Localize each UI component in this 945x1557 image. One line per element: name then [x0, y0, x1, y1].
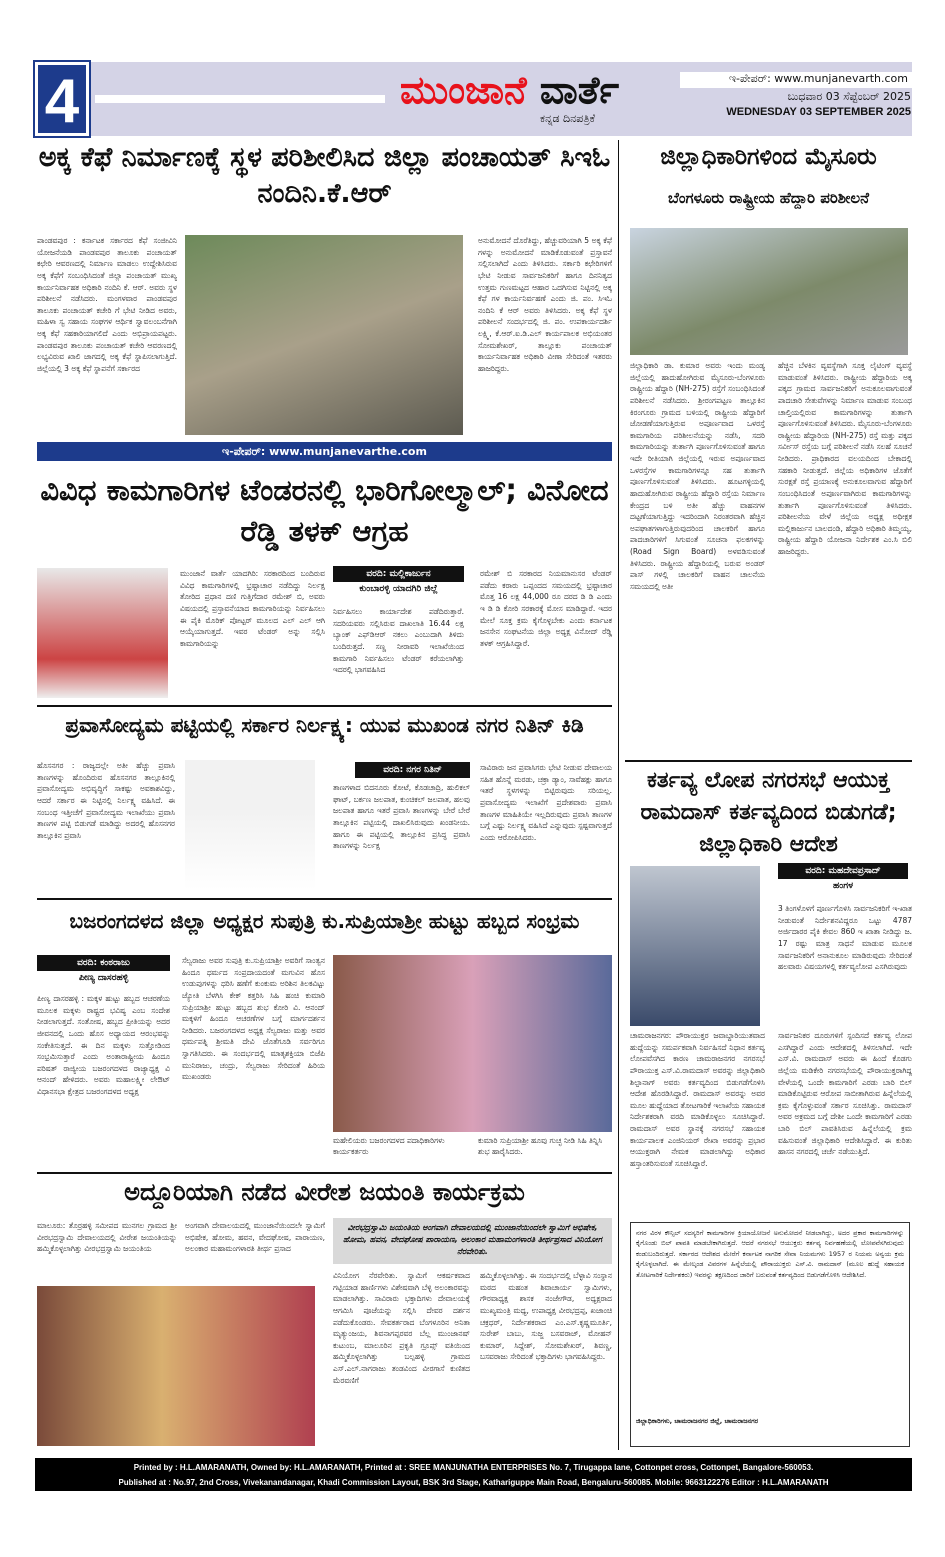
photo-caption: ಮಹೇಲಿಯರು ಬಜರಂಗದಳದ ಪದಾಧಿಕಾರಿಗಳು ಕಾರ್ಯಕರ್ತರು	[333, 1136, 445, 1157]
story-body: ನಿರ್ವಹಿಸಲು ಕಾರ್ಯಾದೇಶ ಪಡೆದಿರುತ್ತಾರೆ. ಸದರಿಯವರು ಸಲ್ಲಿಸಿರುವ ದಾಖಲಾತಿ 16.44 ಲಕ್ಷ ಬ್ಯಾಂಕ್ ಎಫ್‌ಡಿಆರ್ ನಕಲು ಎಂಬುದಾಗಿ ತಿಳಿದು ಬಂದಿರುತ್ತದೆ. ಸಣ್ಣ ನೀರಾವರಿ ಇಲಾಖೆಯಿಂದ ಕಾಮಗಾರಿ ನಿರ್ವಹಿಸಲು ಟೆಂಡರ್ ಕರೆಯಲಾಗಿತ್ತು ಇದರಲ್ಲಿ ಭಾಗವಹಿಸಿದ	[333, 607, 464, 675]
byline-reporter: ವರದಿ: ಮಹದೇವಪ್ರಸಾದ್	[778, 863, 908, 879]
byline-reporter: ವರದಿ: ಮಲ್ಲಿಕಾರ್ಜುನ	[333, 566, 464, 582]
story-body: ಸಾರ್ವಜನಿಕರ ದೂರುಗಳಿಗೆ ಸ್ಪಂದಿಸದೆ ಕರ್ತವ್ಯ ಲೋಪ ಎಸಗಿದ್ದಾರೆ ಎಂದು ಆದೇಶದಲ್ಲಿ ತಿಳಿಸಲಾಗಿದೆ. ಇದೇ ಎಸ್.ವಿ. ರಾಮದಾಸ್ ಅವರು ಈ ಹಿಂದೆ ಕೊಡಗು ಜಿಲ್ಲೆಯ ಮಡಿಕೇರಿ ನಗರಸಭೆಯಲ್ಲಿ ಪೌರಾಯುಕ್ತರಾಗಿದ್ದ ವೇಳೆಯಲ್ಲಿ ಒಂದೇ ಕಾಮಗಾರಿಗೆ ಎರಡು ಬಾರಿ ಬಿಲ್ ಮಾಡಿಕೊಟ್ಟಿರುವ ಆರೋಪ ಸಾಬೀತಾಗಿರುವ ಹಿನ್ನೆಲೆಯಲ್ಲಿ ಕ್ರಮ ಕೈಗೊಳ್ಳುವಂತೆ ಸರ್ಕಾರ ಸೂಚಿಸಿತ್ತು. ರಾಮದಾಸ್ ಅವರ ಅಕ್ರಮದ ಬಗ್ಗೆ ದೇಶೀ ಒಂದೇ ಕಾಮಗಾರಿಗೆ ಎರಡು ಬಾರಿ ಬಿಲ್ ಪಾವತಿಸಿರುವ ಹಿನ್ನೆಲೆಯಲ್ಲಿ ಕ್ರಮ ವಹಿಸುವಂತೆ ಜಿಲ್ಲಾಧಿಕಾರಿ ಆದೇಶಿಸಿದ್ದಾರೆ. ಈ ಕುರಿತು ಹಾಸನ ನಗರದಲ್ಲಿ ಚರ್ಚೆ ನಡೆಯುತ್ತಿದೆ.	[778, 1031, 912, 1157]
byline-place: ಪೀಣ್ಯ ದಾಸರಹಳ್ಳಿ	[37, 971, 170, 985]
date-kannada: ಬುಧವಾರ 03 ಸೆಪ್ಟೆಂಬರ್ 2025	[787, 90, 911, 103]
subheadline-highway: ಬೆಂಗಳೂರು ರಾಷ್ಟ್ರೀಯ ಹೆದ್ದಾರಿ ಪರಿಶೀಲನೆ	[667, 189, 870, 207]
byline-place: ಕುಂಬಾರಳ್ಳಿ ಯಾದಗಿರಿ ಜಿಲ್ಲೆ	[333, 582, 464, 596]
epaper-link[interactable]: ಇ-ಪೇಪರ್: www.munjanevarth.com	[680, 72, 912, 88]
page-number: 4	[35, 62, 89, 136]
story-body: ಮಾಲೂರು: ತೊರ್ರಹಳ್ಳಿ ಸಮೀಪದ ಮುನಗಲ ಗ್ರಾಮದ ಶ್ರೀ ವೀರಭದ್ರಸ್ವಾಮಿ ದೇವಾಲಯದಲ್ಲಿ ವೀರೇಶ ಜಯಂತಿಯನ್ನು ಹಮ್ಮಿಕೊಳ್ಳಲಾಗಿತ್ತು ವೀರಭದ್ರಸ್ವಾಮಿ ಜಯಂತಿಯ	[37, 1221, 177, 1254]
byline-place: ಹಂಗಳ	[778, 879, 908, 893]
story-body: ಚಾಮರಾಜನಗರ: ಪೌರಾಯುಕ್ತರ ಜವಾಬ್ದಾರಿಯುತವಾದ ಹುದ್ದೆಯನ್ನು ಸಮರ್ಪಕವಾಗಿ ನಿರ್ವಹಿಸದೆ ನಿಧಾನ ಕರ್ತವ್ಯ ಲೋಪವೆಸಗಿದ ಕಾರಣ ಚಾಮರಾಜನಗರ ನಗರಸಭೆ ಪೌರಾಯುಕ್ತ ಎಸ್.ವಿ.ರಾಮದಾಸ್ ಅವರನ್ನು ಜಿಲ್ಲಾಧಿಕಾರಿ ಶಿಲ್ಪಾನಾಗ್ ಅವರು ಕರ್ತವ್ಯದಿಂದ ಬಿಡುಗಡೆಗೊಳಿಸಿ ಆದೇಶ ಹೊರಡಿಸಿದ್ದಾರೆ. ರಾಮದಾಸ್ ಅವರನ್ನು ಅವರ ಮೂಲ ಹುದ್ದೆಯಾದ ತೋಟಗಾರಿಕೆ ಇಲಾಖೆಯ ಸಹಾಯಕ ನಿರ್ದೇಶಕರಾಗಿ ವರದಿ ಮಾಡಿಕೊಳ್ಳಲು ಸೂಚಿಸಿದ್ದಾರೆ. ರಾಮದಾಸ್ ಅವರ ಸ್ಥಾನಕ್ಕೆ ನಗರಸಭೆ ಸಹಾಯಕ ಕಾರ್ಯಪಾಲಕ ಎಂಜಿನಿಯರ್ ರೇಖಾ ಅವರನ್ನು ಪ್ರಭಾರ ಆಯುಕ್ತರಾಗಿ ನೇಮಕ ಮಾಡಲಾಗಿದ್ದು ಅಧಿಕಾರ ಹಸ್ತಾಂತರಿಸುವಂತೆ ಸೂಚಿಸಿದ್ದಾರೆ.	[630, 1031, 765, 1168]
order-document	[630, 1222, 910, 1447]
headline-akka-cafe: ಅಕ್ಕ ಕೆಫೆ ನಿರ್ಮಾಣಕ್ಕೆ ಸ್ಥಳ ಪರಿಶೀಲಿಸಿದ ಜಿಲ್ಲಾ ಪಂಚಾಯತ್ ಸಿಇಓ ನಂದಿನಿ.ಕೆ.ಆರ್	[38, 142, 611, 210]
byline-reporter: ವರದಿ: ಕಂಠರಾಜು	[37, 955, 170, 971]
photo-temple-event	[37, 1286, 315, 1446]
headline-commissioner: ಕರ್ತವ್ಯ ಲೋಪ ನಗರಸಭೆ ಆಯುಕ್ತ ರಾಮದಾಸ್ ಕರ್ತವ್ಯದಿಂದ ಬಿಡುಗಡೆ; ಜಿಲ್ಲಾಧಿಕಾರಿ ಆದೇಶ	[640, 768, 897, 857]
story-body: ಮುಂಜಾನೆ ವಾರ್ತೆ ಯಾದಗಿರಿ: ಸರಕಾರದಿಂದ ಬಂದಿರುವ ವಿವಿಧ ಕಾಮಗಾರಿಗಳಲ್ಲಿ ಭ್ರಷ್ಟಾಚಾರ ನಡೆದಿದ್ದು ನಿರ್ಲಕ್ಷ ತೋರಿದ ಪ್ರಧಾನ ದಣಿ ಗುತ್ತಿಗೆದಾರ ರಮೇಶ್ ಬಿ, ಅವರು ವಿಷಯದಲ್ಲಿ ಪ್ರಸ್ತಾವನೆಯಾದ ಕಾಮಗಾರಿಯನ್ನು ನಿರ್ವಹಿಸಲು ಈ ಪೈಕಿ ಮೊರಿಕ್ ಪೋಟ್ಟರ್ ಮೂಲದ ಎಲ್ ಎಲ್ ಆಗಿ ಆಯ್ಕೆಯಾಗುತ್ತದೆ. ಇವರ ಟೆಂಡರ್ ಅನ್ನು ಸಲ್ಲಿಸಿ ಕಾಮಗಾರಿಯನ್ನು	[180, 569, 325, 648]
byline-box	[37, 955, 170, 985]
photo-site-inspection	[185, 235, 463, 435]
footer-publisher: Published at : No.97, 2nd Cross, Vivekanandanagar, Khadi Commission Layout, BSK 3rd Stage, Kathariguppe Main Road, Bengaluru-560085. Mobile: 9663122276 Editor : H.L.AMARANATH	[118, 1478, 829, 1487]
epaper-banner[interactable]: ಇ-ಪೇಪರ್: www.munjanevarthe.com	[37, 442, 612, 461]
headline-birthday: ಬಜರಂಗದಳದ ಜಿಲ್ಲಾ ಅಧ್ಯಕ್ಷರ ಸುಪುತ್ರಿ ಕು.ಸುಪ್ರಿಯಾಶ್ರೀ ಹುಟ್ಟು ಹಬ್ಬದ ಸಂಭ್ರಮ	[69, 909, 580, 933]
headline-tourism: ಪ್ರವಾಸೋದ್ಯಮ ಪಟ್ಟಿಯಲ್ಲಿ ಸರ್ಕಾರ ನಿರ್ಲಕ್ಷ್ಯ: ಯುವ ಮುಖಂಡ ನಗರ ನಿತಿನ್ ಕಿಡಿ	[65, 713, 584, 737]
story-body: ಹೆಚ್ಚಿನ ಬೆಳಕಿನ ವ್ಯವಸ್ಥೆಗಾಗಿ ಸೂಕ್ತ ಲೈಟಿಂಗ್ ವ್ಯವಸ್ಥೆ ಮಾಡುವಂತೆ ತಿಳಿಸಿದರು. ರಾಷ್ಟ್ರೀಯ ಹೆದ್ದಾರಿಯ ಅಕ್ಕ ಪಕ್ಕದ ಗ್ರಾಮದ ಸಾರ್ವಜನಿಕರಿಗೆ ಅನುಕೂಲವಾಗುವಂತೆ ಪಾದಚಾರಿ ಸೇತುವೆಗಳನ್ನು ನಿರ್ಮಾಣ ಮಾಡುವ ಸಂಬಂಧ ಚಾಲ್ತಿಯಲ್ಲಿರುವ ಕಾಮಗಾರಿಗಳನ್ನು ತುರ್ತಾಗಿ ಪೂರ್ಣಗೊಳಿಸುವಂತೆ ತಿಳಿಸಿದರು. ಮೈಸೂರು-ಬೆಂಗಳೂರು ರಾಷ್ಟ್ರೀಯ ಹೆದ್ದಾರಿಯ (NH-275) ರಸ್ತೆ ಮತ್ತು ಪಕ್ಕದ ಸರ್ವೀಸ್ ರಸ್ತೆಯ ಬಗ್ಗೆ ಪರಿಶೀಲನೆ ನಡೆಸಿ ಸಲಹೆ ಸೂಚನೆ ನೀಡಿದರು. ಪ್ರಾಧಿಕಾರದ ವಲಯದಿಂದ ಬೇಕಾದಲ್ಲಿ ಸಹಕಾರಿ ನೀಡುತ್ತದೆ. ಜಿಲ್ಲೆಯ ಅಧಿಕಾರಿಗಳ ಜೊತೆಗೆ ಸುರಕ್ಷತೆ ರಸ್ತೆ ಪ್ರಯಾಣಕ್ಕೆ ಅನುಕೂಲವಾಗುವ ಹೆದ್ದಾರಿಗೆ ಸಂಬಂಧಿಸಿದಂತೆ ಅಪೂರ್ಣವಾಗಿರುವ ಕಾಮಗಾರಿಗಳನ್ನು ತುರ್ತಾಗಿ ಪೂರ್ಣಗೊಳಿಸುವಂತೆ ತಿಳಿಸಿದರು. ಪರಿಶೀಲನೆಯ ವೇಳೆ ಜಿಲ್ಲೆಯ ಅಧ್ಯಕ್ಷ ಅಧೀಕ್ಷಕ ಮಲ್ಲಿಕಾರ್ಜುನ ಬಾಲದಂಡಿ, ಹೆದ್ದಾರಿ ಅಧಿಕಾರಿ ತಿಮ್ಮಯ್ಯ, ರಾಷ್ಟ್ರೀಯ ಹೆದ್ದಾರಿ ಯೋಜನಾ ನಿರ್ದೇಶಕ ಎಂ.ಸಿ ಬಿಲಿ ಹಾಜರಿದ್ದರು.	[778, 361, 912, 556]
photo-ramdas	[630, 866, 760, 1026]
photo-birthday	[333, 955, 612, 1132]
story-body: ಜಿಲ್ಲಾಧಿಕಾರಿ ಡಾ. ಕುಮಾರ ಅವರು ಇಂದು ಮಂಡ್ಯ ಜಿಲ್ಲೆಯಲ್ಲಿ ಹಾದುಹೋಗಿರುವ ಮೈಸೂರು-ಬೆಂಗಳೂರು ರಾಷ್ಟ್ರೀಯ ಹೆದ್ದಾರಿ (NH-275) ರಸ್ತೆಗೆ ಸಂಬಂಧಿಸಿದಂತೆ ಪರಿಶೀಲನೆ ನಡೆಸಿದರು. ಶ್ರೀರಂಗಪಟ್ಟಣ ತಾಲ್ಲೂಕಿನ ಕಿರಂಗೂರು ಗ್ರಾಮದ ಬಳಿಯಲ್ಲಿ ರಾಷ್ಟ್ರೀಯ ಹೆದ್ದಾರಿಗೆ ಜೋಡಣೆಯಾಗುತ್ತಿರುವ ಅಪೂರ್ಣವಾದ ಒಳರಸ್ತೆ ಕಾಮಗಾರಿಯ ಪರಿಶೀಲನೆಯನ್ನು ನಡೆಸಿ, ಸದರಿ ಕಾಮಗಾರಿಯನ್ನು ತುರ್ತಾಗಿ ಪೂರ್ಣಗೊಳಿಸುವಂತೆ ಹಾಗೂ ಇದೇ ರೀತಿಯಾಗಿ ಜಿಲ್ಲೆಯಲ್ಲಿ ಇರುವ ಅಪೂರ್ಣವಾದ ಒಳರಸ್ತೆಗಳ ಕಾಮಗಾರಿಗಳನ್ನೂ ಸಹ ತುರ್ತಾಗಿ ಪೂರ್ಣಗೊಳಿಸುವಂತೆ ತಿಳಿಸಿದರು. ಹೂಟಗಳ್ಳಿಯಲ್ಲಿ ಹಾದುಹೋಗಿರುವ ರಾಷ್ಟ್ರೀಯ ಹೆದ್ದಾರಿ ರಸ್ತೆಯ ನಿರ್ಮಾಣ ಕೇಂದ್ರದ ಬಳಿ ಅತೀ ಹೆಚ್ಚು ವಾಹನಗಳ ದಟ್ಟಣೆಯಾಗುತ್ತಿದ್ದು ಇದರಿಂದಾಗಿ ನಿರಂತರವಾಗಿ ಹೆಚ್ಚಿನ ಅಪಘಾತಗಳಾಗುತ್ತಿರುವುದರಿಂದ ಚಾಲಕರಿಗೆ ಹಾಗೂ ಪಾದಚಾರಿಗಳಿಗೆ ಸಿಗುವಂತೆ ಸೂಚನಾ ಫಲಕಗಳನ್ನು (Road Sign Board) ಅಳವಡಿಸುವಂತೆ ತಿಳಿಸಿದರು. ರಾಷ್ಟ್ರೀಯ ಹೆದ್ದಾರಿಯಲ್ಲಿ ಬರುವ ಅಂಡರ್ ಪಾಸ್ ಗಳಲ್ಲಿ ಚಾಲಕರಿಗೆ ವಾಹನ ಚಾಲನೆಯ ಸಮಯದಲ್ಲಿ ಅತೀ	[630, 361, 765, 591]
photo-highway-inspection	[630, 228, 908, 355]
byline-reporter: ವರದಿ: ನಗರ ನಿತಿನ್	[355, 762, 470, 778]
story-body: ಸಾವಿರಾರು ಜನ ಪ್ರವಾಸಿಗರು ಭೇಟಿ ನೀಡುವ ದೇವಾಲಯ ಸಹಿತ ಹೊನ್ನೆ ಮರಡು, ಚಕ್ರಾ ಡ್ಯಾಂ, ಸಾವೆಹಕ್ಲು ಹಾಗೂ ಇತರೆ ಸ್ಥಳಗಳನ್ನು ಬಿಟ್ಟಿರುವುದು ಸರಿಯಲ್ಲ. ಪ್ರವಾಸೋದ್ಯಮ ಇಲಾಖೆಗೆ ಪ್ರದೇಶವಾರು ಪ್ರವಾಸಿ ತಾಣಗಳ ಮಾಹಿತಿಯೇ ಇಲ್ಲದಿರುವುದು ಪ್ರವಾಸಿ ತಾಣಗಳ ಬಗ್ಗೆ ಎಷ್ಟು ನಿರ್ಲಕ್ಷ್ಯ ವಹಿಸಿದೆ ಎನ್ನುವುದು ಸ್ಪಷ್ಟವಾಗುತ್ತದೆ ಎಂದು ಆರೋಪಿಸಿದರು.	[480, 763, 612, 842]
story-body: 3 ತಿಂಗಳೊಳಗೆ ಪೂರ್ಣಗೊಳಿಸಿ ಸಾರ್ವಜನಿಕರಿಗೆ ಇ-ಖಾತ ನೀಡುವಂತೆ ನಿರ್ದೇಶನವಿದ್ದರೂ ಒಟ್ಟು 4787 ಅರ್ಜಿದಾರರ ಪೈಕಿ ಕೇವಲ 860 ಇ ಖಾತಾ ನೀಡಿದ್ದು ಜ. 17 ರಷ್ಟು ಮಾತ್ರ ಸಾಧನೆ ಮಾಡುವ ಮೂಲಕ ಸಾರ್ವಜನಿಕರಿಗೆ ಅನಾನುಕೂಲ ಮಾಡಿರುವುದು ಸೇರಿದಂತೆ ಹಲವಾರು ವಿಷಯಗಳಲ್ಲಿ ಕರ್ತವ್ಯಲೋಪ ಎಸಗಿರುವುದು	[778, 904, 912, 972]
divider	[37, 898, 612, 900]
tagline: ಕನ್ನಡ ದಿನಪತ್ರಿಕೆ	[540, 112, 596, 125]
logo-black: ವಾರ್ತೆ	[539, 68, 620, 112]
masthead-strip	[95, 95, 385, 103]
imprint-footer	[35, 1458, 912, 1491]
divider	[37, 705, 612, 707]
story-body: ಅಂಗವಾಗಿ ದೇವಾಲಯದಲ್ಲಿ ಮುಂಜಾನೆಯಿಂದಲೇ ಸ್ವಾಮಿಗೆ ಅಭಿಷೇಕ, ಹೋಮ, ಹವನ, ವೇದಘೋಷ, ಪಾರಾಯಣ, ಅಲಂಕಾರ ಮಹಾಮಂಗಳಾರತಿ ತೀರ್ಥ ಪ್ರಸಾದ	[185, 1221, 325, 1254]
headline-veeresha-jayanti: ಅದ್ದೂರಿಯಾಗಿ ನಡೆದ ವೀರೇಶ ಜಯಂತಿ ಕಾರ್ಯಕ್ರಮ	[124, 1178, 525, 1206]
column-divider	[618, 140, 619, 1450]
logo-red: ಮುಂಜಾನೆ	[400, 68, 527, 112]
byline-box	[778, 863, 908, 893]
story-body: ಪೀಣ್ಯ ದಾಸರಹಳ್ಳಿ : ಮಕ್ಕಳ ಹುಟ್ಟು ಹಬ್ಬದ ಆಚರಣೆಯ ಮೂಲಕ ಮಕ್ಕಳು ರಾಷ್ಟ್ರದ ಭವಿಷ್ಯ ಎಂಬ ಸಂದೇಶ ನೀಡಲಾಗುತ್ತದೆ. ಸಂತೋಷ, ಹಬ್ಬದ ಪ್ರೀತಿಯನ್ನು ಅದರ ಜೀವನದಲ್ಲಿ ಒಂದು ಹೊಸ ಅಧ್ಯಾಯದ ಆರಂಭವನ್ನು ಸಂಕೇತಿಸುತ್ತದೆ. ಈ ದಿನ ಮಕ್ಕಳು ಸುತ್ತೋಡಿಂದ ಸಂಭ್ರಮಿಸುತ್ತಾರೆ ಎಂದು ಅಂತಾರಾಷ್ಟ್ರೀಯ ಹಿಂದೂ ಪರಿಷತ್ ರಾಜ್ಯೀಯ ಬಜರಂಗದಳದ ರಾಜ್ಯಾಧ್ಯಕ್ಷ ವಿ ಆನಂದ್ ಹೇಳಿದರು. ಅವರು ಮಹಾಲಕ್ಷ್ಮೀ ಲೇಔಟ್ ವಿಧಾನಸಭಾ ಕ್ಷೇತ್ರದ ಬಜರಂಗದಳದ ಅಧ್ಯಕ್ಷ	[37, 994, 170, 1096]
photo-caption: ಕುಮಾರಿ ಸುಪ್ರಿಯಾಶ್ರೀ ಹೂವು ಗುಚ್ಛ ನೀಡಿ ಸಿಹಿ ತಿನ್ನಿಸಿ ಶುಭ ಹಾರೈಸಿದರು.	[478, 1136, 603, 1157]
story-body: ಅನುಮೋದನೆ ದೊರೆತಿದ್ದು, ಹೆಚ್ಚುವರಿಯಾಗಿ 5 ಅಕ್ಕ ಕೆಫೆ ಗಳನ್ನು ಅನುಮೋದನೆ ಮಾಡಿಕೊಡುವಂತೆ ಪ್ರಸ್ತಾವನೆ ಸಲ್ಲಿಸಲಾಗಿದೆ ಎಂದು ತಿಳಿಸಿದರು. ಸರ್ಕಾರಿ ಕಛೇರಿಗಳಿಗೆ ಭೇಟಿ ನೀಡುವ ಸಾರ್ವಜನಿಕರಿಗೆ ಹಾಗೂ ದಿನನಿತ್ಯದ ಉತ್ತಮ ಗುಣಮಟ್ಟದ ಆಹಾರ ಒದಗಿಸುವ ನಿಟ್ಟಿನಲ್ಲಿ ಅಕ್ಕ ಕೆಫೆ ಗಳ ಕಾರ್ಯನಿರ್ವಹಣೆ ಎಂದು ಜಿ. ಪಂ. ಸಿಇಓ ನಂದಿನಿ ಕೆ ಆರ್ ಅವರು ತಿಳಿಸಿದರು. ಅಕ್ಕ ಕೆಫೆ ಸ್ಥಳ ಪರಿಶೀಲನೆ ಸಂದರ್ಭದಲ್ಲಿ ಜಿ. ಪಂ. ಉಪಕಾರ್ಯದರ್ಶಿ ಲಕ್ಷ್ಮಿ, ಕೆ.ಆರ್.ಐ.ಡಿ.ಎಲ್ ಕಾರ್ಯಪಾಲಕ ಅಭಿಯಂತರ ಸೋಮಶೇಖರ್, ತಾಲ್ಲೂಕು ಪಂಚಾಯತ್ ಕಾರ್ಯನಿರ್ವಾಹಕ ಅಧಿಕಾರಿ ವೀಣಾ ಸೇರಿದಂತೆ ಇತರರು ಹಾಜರಿದ್ದರು.	[478, 236, 612, 373]
photo-nitin	[185, 760, 315, 890]
story-body: ಹಮ್ಮಿಕೊಳ್ಳಲಾಗಿತ್ತು. ಈ ಸಂದರ್ಭದಲ್ಲಿ ಬೆಳ್ಳಾವಿ ಸಂಸ್ಥಾನ ಮಠದ ಮಹಂತ ಶಿವಾಚಾರ್ಯ ಸ್ವಾಮಿಗಳು, ಗೌರವಾಧ್ಯಕ್ಷ ಶಾಸಕ ನಂಜೇಗೌಡ, ಅಧ್ಯಕ್ಷರಾದ ಮುಖ್ಯಮಂತ್ರಿ ಮಧ್ಯ, ಉಪಾಧ್ಯಕ್ಷ ವೀರಭದ್ರಪ್ಪ, ಖಜಾಂಚಿ ಚಕ್ರಧರ್, ನಿರ್ದೇಶಕರಾದ ಎಂ.ಎಸ್.ಕೃಷ್ಣಮೂರ್ತಿ, ಸುರೇಶ್ ಬಾಬು, ಸುಜ್ಜ ಬಸವರಾಜ್, ಮೋಹನ್ ಕುಮಾರ್, ಸಿದ್ದೇಶ್, ಸೋಮಶೇಖರ್, ಶಿವಣ್ಣ, ಬಸವರಾಜು ಸೇರಿದಂತೆ ಭಕ್ತಾದಿಗಳು ಭಾಗವಹಿಸಿದ್ದರು.	[480, 1271, 612, 1362]
photo-vinod-reddy	[37, 568, 168, 698]
order-signature: ಜಿಲ್ಲಾಧಿಕಾರಿಗಳು, ಚಾಮರಾಜನಗರ ಜಿಲ್ಲೆ, ಚಾಮರಾಜನಗರ	[636, 1417, 759, 1425]
story-body: ವಿನಿಯೋಗ ನೆರವೇರಿತು. ಸ್ವಾಮಿಗೆ ಆಕರ್ಷಕವಾದ ಗಟ್ಟಿಯಾಡ ಹಾರ್ಣಿಗಳು ವಿಶೇಷವಾಗಿ ಬೆಳ್ಳಿ ಅಲಂಕಾರವನ್ನು ಮಾಡಲಾಗಿತ್ತು. ಸಾವಿರಾರು ಭಕ್ತಾದಿಗಳು ದೇವಾಲಯಕ್ಕೆ ಆಗಮಿಸಿ ಪೂಜೆಯನ್ನು ಸಲ್ಲಿಸಿ ದೇವರ ದರ್ಶನ ಪಡೆದುಕೊಂಡರು. ಸೇವಕರ್ತರಾದ ಬೆಂಗಳೂರಿನ ಅನಿತಾ ಮೃತ್ಯುಂಜಯ, ಶಿವನಾಗಪ್ಪರವರ ಬೆಲ್ಲ ಮುಂಜಾನಷ್ ಕುಟುಂಬ, ಮಾಲೂರಿನ ಪ್ರಕೃತಿ ಗ್ರೂಪ್ಸ್ ವತಿಯಿಂದ ಹಮ್ಮಿಕೊಳ್ಳಲಾಗಿತ್ತು ಬಲ್ಪಹಳ್ಳಿ ಗ್ರಾಮದ ಎಸ್.ಎಲ್.ನಾಗರಾಜು ತಂಡವಿಂದ ವೀರಗಾಸೆ ಕುಣಿತದ ಮೆರವಣಿಗೆ	[333, 1271, 470, 1385]
byline-box	[333, 566, 464, 596]
headline-highway: ಜಿಲ್ಲಾಧಿಕಾರಿಗಳಿಂದ ಮೈಸೂರು	[660, 144, 877, 170]
story-body: ಸೆಲ್ವರಾಜು ಅವರ ಸುಪುತ್ರಿ ಕು.ಸುಪ್ರಿಯಾಶ್ರೀ ಅವರಿಗೆ ಸಾಂತ್ವನ ಹಿಂದೂ ಧರ್ಮದ ಸಂಪ್ರದಾಯದಂತೆ ಮಗುವಿನ ಹೊಸ ಉಡುಪುಗಳನ್ನು ಧರಿಸಿ ಹಣೆಗೆ ಕುಂಕುಮ ಅರಿಶಿನ ತಿಲಕವಿಟ್ಟು ಜ್ಯೋತಿ ಬೆಳಗಿಸಿ ಕೇಕ್ ಕತ್ತರಿಸಿ ಸಿಹಿ ಹಂಚಿ ಕುಮಾರಿ ಸುಪ್ರಿಯಾಶ್ರೀ ಹುಟ್ಟು ಹಬ್ಬದ ಶುಭ ಕೋರಿ ವಿ. ಆನಂದ್ ಮಕ್ಕಳಿಗೆ ಹಿಂದೂ ಆಚರಣೆಗಳ ಬಗ್ಗೆ ಮಾರ್ಗದರ್ಶನ ನೀಡಿದರು. ಬಜರಂಗದಳದ ಅಧ್ಯಕ್ಷ ಸೆಲ್ವರಾಜು ಮತ್ತು ಅವರ ಧರ್ಮಪತ್ನಿ ಶ್ರೀಮತಿ ದೇವಿ ಜೊತೆಗೂಡಿ ಸರ್ವರಿಗೂ ಸ್ವಾಗತಿಸಿದರು. ಈ ಸಂದರ್ಭದಲ್ಲಿ ಮಾತೃಶಕ್ತಿಯಾ ಬಿಜೆಪಿ ಮುನಿರಾಜು, ಚಂದ್ರು, ಸೆಲ್ವರಾಜು ಸೇರಿದಂತೆ ಹಿರಿಯ ಮುಖಂಡರು	[182, 956, 325, 1082]
story-body: ಹೊಸನಗರ : ರಾಜ್ಯದಲ್ಲೇ ಅತೀ ಹೆಚ್ಚು ಪ್ರವಾಸಿ ತಾಣಗಳನ್ನು ಹೊಂದಿರುವ ಹೊಸನಗರ ತಾಲ್ಲೂಕಿನಲ್ಲಿ ಪ್ರವಾಸೋದ್ಯಮ ಅಭಿವೃದ್ಧಿಗೆ ಸಾಕಷ್ಟು ಅವಕಾಶವಿದ್ದು, ಆದರೆ ಸರ್ಕಾರ ಈ ನಿಟ್ಟಿನಲ್ಲಿ ನಿರ್ಲಕ್ಷ್ಯ ವಹಿಸಿದೆ. ಈ ಸಂಬಂಧ ಇತ್ತೀಚೆಗೆ ಪ್ರವಾಸೋದ್ಯಮ ಇಲಾಖೆಯು ಪ್ರವಾಸಿ ತಾಣಗಳ ಪಟ್ಟಿ ಬಿಡುಗಡೆ ಮಾಡಿದ್ದು ಅದರಲ್ಲಿ ಹೊಸನಗರ ತಾಲ್ಲೂಕಿನ ಪ್ರವಾಸಿ	[37, 761, 175, 840]
order-text: ನಗರ ವಿರಳ ಕೌನ್ಸಿಲ್ ಸದಸ್ಯರಿಗೆ ಕಾಮಗಾರಿಗಳ ಕ್ರಿಯಾಯೋಜನೆ ಅನುಮೋದನೆ ನೀಡಲಾಗಿದ್ದು, ಅದರ ಪ್ರಕಾರ ಕಾಮಗಾರಿಗಳನ್ನು ಕೈಗೊಂಡು ಬಿಲ್ ಪಾವತಿ ಮಾಡಬೇಕಾಗಿರುತ್ತದೆ. ಆದರೆ ನಗರಸಭೆ ಆಯುಕ್ತರು ಕರ್ತವ್ಯ ನಿರ್ವಹಣೆಯಲ್ಲಿ ಲೋಪವೆಸಗಿರುವುದು ಕಂಡುಬಂದಿರುತ್ತದೆ. ಸರ್ಕಾರದ ಆದೇಶದ ಮೇರೆಗೆ ಕರ್ನಾಟಕ ನಾಗರಿಕ ಸೇವಾ ನಿಯಮಗಳು 1957 ರ ನಿಯಮ ಅನ್ವಯ ಕ್ರಮ ಕೈಗೊಳ್ಳಲಾಗಿದೆ. ಈ ಮೇಲ್ಕಂಡ ವಿವರಗಳ ಹಿನ್ನೆಲೆಯಲ್ಲಿ ಪೌರಾಯುಕ್ತರು ಎಸ್.ವಿ. ರಾಮದಾಸ್ (ಮೂಲ ಹುದ್ದೆ ಸಹಾಯಕ ತೋಟಗಾರಿಕೆ ನಿರ್ದೇಶಕರು) ಇವರನ್ನು ತಕ್ಷಣದಿಂದ ಜಾರಿಗೆ ಬರುವಂತೆ ಕರ್ತವ್ಯದಿಂದ ಬಿಡುಗಡೆಗೊಳಿಸಿ ಆದೇಶಿಸಿದೆ.	[636, 1229, 904, 1279]
story-body: ತಾಣಗಳಾದ ಬಿದನೂರು ಕೋಟೆ, ಕೊಡಚಾದ್ರಿ, ಹುಲಿಕಲ್ ಘಾಟ್, ಬರ್ಕಣ ಜಲಪಾತ, ಕುಂಚಿಕಲ್ ಜಲಪಾತ, ಹಲವು ಜಲಪಾತ ಹಾಗೂ ಇತರೆ ಪ್ರವಾಸಿ ತಾಣಗಳನ್ನು ಬೇರೆ ಬೇರೆ ತಾಲ್ಲೂಕಿನ ಪಟ್ಟಿಯಲ್ಲಿ ದಾಖಲಿಸಿರುವುದು ಖಂಡನೀಯ. ಹಾಗೂ ಈ ಪಟ್ಟಿಯಲ್ಲಿ ತಾಲ್ಲೂಕಿನ ಪ್ರಸಿದ್ಧ ಪ್ರವಾಸಿ ತಾಣಗಳನ್ನು ನಿರ್ಲಕ್ಷ	[333, 783, 470, 851]
story-body: ರಮೇಶ್ ಬಿ ಸರಕಾರದ ನಿಯಮಾನುಸರ ಟೆಂಡರ್ ಪಡೆದು ಕರಾರು ಒಪ್ಪಂದದ ಸಮಯದಲ್ಲಿ ಭ್ರಷ್ಟಾಚಾರ ಮೊತ್ತ 16 ಲಕ್ಷ 44,000 ರೂ ದರದ ಡಿ ಡಿ ಎಂದು ಇ ಡಿ ಡಿ ಕೋರಿ ಸರಕಾರಕ್ಕೆ ಮೋಸ ಮಾಡಿದ್ದಾರೆ. ಇದರ ಮೇಲೆ ಸೂಕ್ತ ಕ್ರಮ ಕೈಗೊಳ್ಳಬೇಕು ಎಂದು ಕರ್ನಾಟಕ ಜನಸೇನ ಸಂಘಟನೆಯ ಜಿಲ್ಲಾ ಅಧ್ಯಕ್ಷ ವಿನೋದ್ ರೆಡ್ಡಿ ತಳಕ್ ಆಗ್ರಹಿಸಿದ್ದಾರೆ.	[480, 569, 612, 648]
pull-quote: ವೀರಭದ್ರಸ್ವಾಮಿ ಜಯಂತಿಯ ಅಂಗವಾಗಿ ದೇವಾಲಯದಲ್ಲಿ ಮುಂಜಾನೆಯಿಂದಲೇ ಸ್ವಾಮಿಗೆ ಅಭಿಷೇಕ, ಹೋಮ, ಹವನ, ವೇದಘೋಷ ಪಾರಾಯಣ, ಅಲಂಕಾರ ಮಹಾಮಂಗಳಾರತಿ ತೀರ್ಥಪ್ರಸಾದ ವಿನಿಯೋಗ ನೆರವೇರಿತು.	[333, 1218, 612, 1264]
story-body: ಪಾಂಡವಪುರ : ಕರ್ನಾಟಕ ಸರ್ಕಾರದ ಕೆಫೆ ಸಂಜೀವಿನಿ ಯೋಜನೆಯಡಿ ಪಾಂಡವಪುರ ತಾಲೂಕು ಪಂಚಾಯತ್ ಕಛೇರಿ ಆವರಣದಲ್ಲಿ ನಿರ್ಮಾಣ ಮಾಡಲು ಉದ್ದೇಶಿಸಿರುವ ಅಕ್ಕ ಕೆಫೆಗೆ ಸಂಬಂಧಿಸಿದಂತೆ ಜಿಲ್ಲಾ ಪಂಚಾಯತ್ ಮುಖ್ಯ ಕಾರ್ಯನಿರ್ವಾಹಕ ಅಧಿಕಾರಿ ನಂದಿನಿ ಕೆ. ಆರ್. ಅವರು ಸ್ಥಳ ಪರಿಶೀಲನೆ ನಡೆಸಿದರು. ಮಂಗಳವಾರ ಪಾಂಡವಪುರ ತಾಲೂಕು ಪಂಚಾಯತ್ ಕಚೇರಿ ಗೆ ಭೇಟಿ ನೀಡಿದ ಅವರು, ಮಹಿಳಾ ಸ್ವ ಸಹಾಯ ಸಂಘಗಳ ಆರ್ಥಿಕ ಸ್ವಾವಲಂಬನೆಗಾಗಿ ಅಕ್ಕ ಕೆಫೆ ಸಹಕಾರಿಯಾಗಲಿದೆ ಎಂದು ಅಭಿಪ್ರಾಯಪಟ್ಟರು. ಪಾಂಡವಪುರ ತಾಲೂಕು ಪಂಚಾಯತ್ ಕಚೇರಿ ಆವರಣದಲ್ಲಿ ಲಭ್ಯವಿರುವ ಖಾಲಿ ಜಾಗದಲ್ಲಿ ಅಕ್ಕ ಕೆಫೆ ಸ್ಥಾಪಿಸಲಾಗುತ್ತಿದೆ. ಜಿಲ್ಲೆಯಲ್ಲಿ 3 ಅಕ್ಕ ಕೆಫೆ ಸ್ಥಾಪನೆಗೆ ಸರ್ಕಾರದ	[37, 236, 177, 373]
divider	[37, 1172, 612, 1174]
date-english: WEDNESDAY 03 SEPTEMBER 2025	[726, 106, 911, 118]
divider	[625, 760, 912, 762]
headline-tender: ವಿವಿಧ ಕಾಮಗಾರಿಗಳ ಟೆಂಡರನಲ್ಲಿ ಭಾರಿಗೋಲ್ಮಾಲ್; ವಿನೋದ ರೆಡ್ಡಿ ತಳಕ್ ಆಗ್ರಹ	[40, 473, 609, 548]
newspaper-logo	[400, 68, 619, 113]
footer-printer: Printed by : H.L.AMARANATH, Owned by: H.L.AMARANATH, Printed at : SREE MANJUNATHA ENTERPRISES No. 7, Tirugappa lane, Cottonpet cross, Cottonpet, Bangalore-560053.	[133, 1463, 814, 1472]
